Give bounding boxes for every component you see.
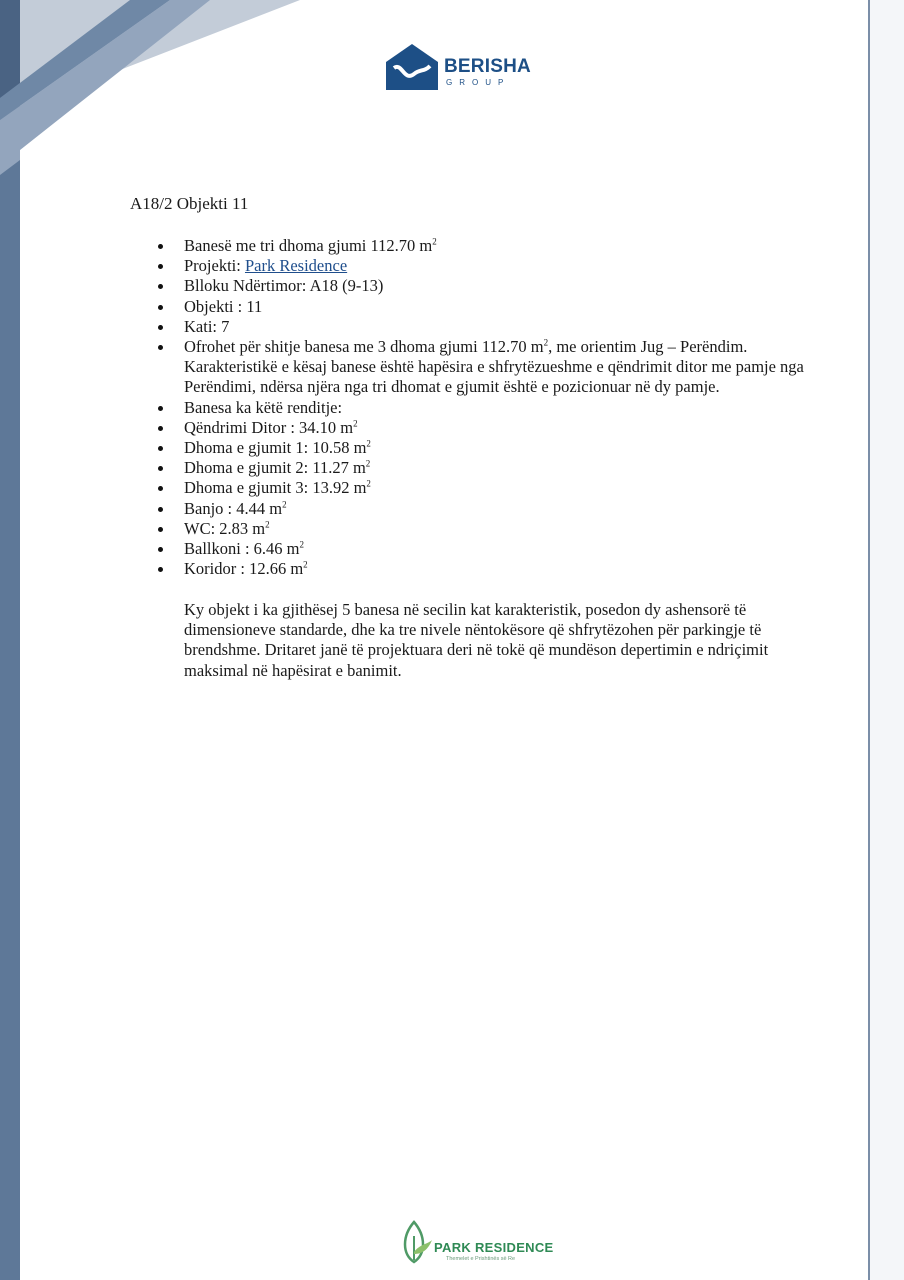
list-item: Banesa ka këtë renditje:	[184, 398, 824, 418]
list-item: Banjo : 4.44 $m^2$	[184, 499, 824, 519]
list-item: Blloku Ndërtimor: A18 (9-13)	[184, 276, 824, 296]
list-item: Projekti: Park Residence	[184, 256, 824, 276]
description-paragraph: Ky objekt i ka gjithësej 5 banesa në secilin kat karakteristik, posedon dy ashensorë të dimensioneve standarde, dhe ka tre nivele nëntokësore që shfrytëzohen për parkingje të brendshme. Dritaret janë të projektuara deri në tokë që mundëson depertimin e ndriçimit maksimal në hapësirat e banimit.	[184, 600, 769, 680]
footer-logo	[400, 1214, 570, 1264]
house-wave-logo-icon	[386, 42, 438, 92]
list-item: Dhoma e gjumit 1: 10.58 $m^2$	[184, 438, 824, 458]
footer-tagline: Themelet e Prishtinës së Re	[446, 1256, 516, 1262]
list-item: Qëndrimi Ditor : 34.10 $m^2$	[184, 418, 824, 438]
list-item: WC: 2.83 $m^2$	[184, 519, 824, 539]
list-item: Koridor : 12.66 $m^2$	[184, 559, 824, 579]
header-logo	[386, 42, 531, 92]
list-item: Dhoma e gjumit 3: 13.92 $m^2$	[184, 478, 824, 498]
list-item: Kati: 7	[184, 317, 824, 337]
right-decorative-band	[862, 0, 904, 1280]
brand-name: BERISHA	[444, 56, 531, 77]
list-item: Banesë me tri dhoma gjumi 112.70 $m^2$	[184, 236, 824, 256]
list-item: Ofrohet për shitje banesa me 3 dhoma gjumi 112.70 $m^2$, me orientim Jug – Perëndim. Karakteristikë e kësaj banese është hapësira e shfrytëzueshme e qëndrimit ditor me pamje nga Perëndimi, ndërsa njëra nga tri dhomat e gjumit është e pozicionuar në dy pamje.	[184, 337, 824, 398]
document-title: A18/2 Objekti 11	[130, 194, 249, 213]
footer-brand-name: PARK RESIDENCE	[434, 1240, 554, 1255]
park-residence-link[interactable]: Park Residence	[244, 256, 348, 276]
list-item: Ballkoni : 6.46 $m^2$	[184, 539, 824, 559]
list-item: Dhoma e gjumit 2: 11.27 $m^2$	[184, 458, 824, 478]
leaf-logo-icon	[400, 1214, 436, 1264]
brand-subtitle: GROUP	[446, 78, 511, 87]
list-item: Objekti : 11	[184, 297, 824, 317]
apartment-details-list	[184, 236, 824, 579]
